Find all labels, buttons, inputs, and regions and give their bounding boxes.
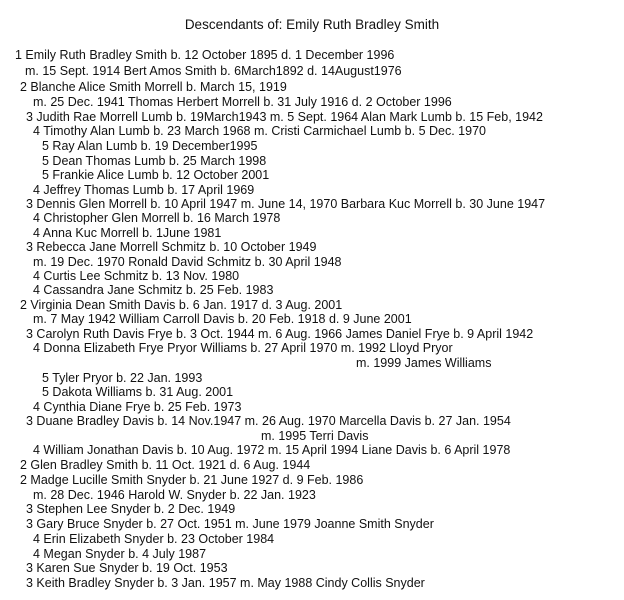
marriage-line: m. 15 Sept. 1914 Bert Amos Smith b. 6March1892 d. 14August1976 bbox=[25, 64, 402, 78]
descendant-line: 3 Carolyn Ruth Davis Frye b. 3 Oct. 1944 m. 6 Aug. 1966 James Daniel Frye b. 9 April 1942 bbox=[26, 327, 534, 341]
descendant-line: 4 Anna Kuc Morrell b. 1June 1981 bbox=[33, 226, 222, 240]
descendant-line: 5 Tyler Pryor b. 22 Jan. 1993 bbox=[42, 371, 203, 385]
descendant-line: 4 Cassandra Jane Schmitz b. 25 Feb. 1983 bbox=[33, 283, 274, 297]
descendant-line: 5 Dakota Williams b. 31 Aug. 2001 bbox=[42, 385, 234, 399]
descendant-line: 4 Christopher Glen Morrell b. 16 March 1978 bbox=[33, 211, 281, 225]
marriage-line: m. 7 May 1942 William Carroll Davis b. 20 Feb. 1918 d. 9 June 2001 bbox=[33, 312, 412, 326]
descendant-line: 3 Dennis Glen Morrell b. 10 April 1947 m. June 14, 1970 Barbara Kuc Morrell b. 30 June 1947 bbox=[26, 197, 546, 211]
descendant-line: 4 Erin Elizabeth Snyder b. 23 October 1984 bbox=[33, 532, 275, 546]
descendant-line: 3 Duane Bradley Davis b. 14 Nov.1947 m. 26 Aug. 1970 Marcella Davis b. 27 Jan. 1954 bbox=[26, 414, 511, 428]
marriage-line: m. 1995 Terri Davis bbox=[261, 429, 369, 443]
descendant-line: 4 Donna Elizabeth Frye Pryor Williams b. 27 April 1970 m. 1992 Lloyd Pryor bbox=[33, 341, 453, 355]
marriage-line: m. 25 Dec. 1941 Thomas Herbert Morrell b. 31 July 1916 d. 2 October 1996 bbox=[33, 95, 452, 109]
descendant-line: 2 Virginia Dean Smith Davis b. 6 Jan. 1917 d. 3 Aug. 2001 bbox=[20, 298, 343, 312]
descendant-line: 3 Karen Sue Snyder b. 19 Oct. 1953 bbox=[26, 561, 228, 575]
descendant-line: 3 Stephen Lee Snyder b. 2 Dec. 1949 bbox=[26, 502, 236, 516]
marriage-line: m. 19 Dec. 1970 Ronald David Schmitz b. 30 April 1948 bbox=[33, 255, 342, 269]
descendant-line: 4 Curtis Lee Schmitz b. 13 Nov. 1980 bbox=[33, 269, 240, 283]
document-title: Descendants of: Emily Ruth Bradley Smith bbox=[184, 17, 440, 32]
marriage-line: m. 1999 James Williams bbox=[356, 356, 492, 370]
descendant-line: 4 Jeffrey Thomas Lumb b. 17 April 1969 bbox=[33, 183, 255, 197]
descendant-line: 4 Timothy Alan Lumb b. 23 March 1968 m. Cristi Carmichael Lumb b. 5 Dec. 1970 bbox=[33, 124, 486, 138]
descendant-line: 4 William Jonathan Davis b. 10 Aug. 1972 m. 15 April 1994 Liane Davis b. 6 April 1978 bbox=[33, 443, 511, 457]
descendant-line: 2 Blanche Alice Smith Morrell b. March 15, 1919 bbox=[20, 80, 287, 94]
descendant-line: 3 Judith Rae Morrell Lumb b. 19March1943 m. 5 Sept. 1964 Alan Mark Lumb b. 15 Feb, 1942 bbox=[26, 110, 543, 124]
descendant-line: 3 Gary Bruce Snyder b. 27 Oct. 1951 m. June 1979 Joanne Smith Snyder bbox=[26, 517, 434, 531]
descendant-line: 2 Glen Bradley Smith b. 11 Oct. 1921 d. 6 Aug. 1944 bbox=[20, 458, 311, 472]
descendant-line: 3 Keith Bradley Snyder b. 3 Jan. 1957 m. May 1988 Cindy Collis Snyder bbox=[26, 576, 425, 590]
descendant-line: 1 Emily Ruth Bradley Smith b. 12 October 1895 d. 1 December 1996 bbox=[15, 48, 395, 62]
descendant-line: 3 Rebecca Jane Morrell Schmitz b. 10 October 1949 bbox=[26, 240, 317, 254]
descendant-line: 5 Ray Alan Lumb b. 19 December1995 bbox=[42, 139, 258, 153]
descendant-line: 4 Cynthia Diane Frye b. 25 Feb. 1973 bbox=[33, 400, 242, 414]
marriage-line: m. 28 Dec. 1946 Harold W. Snyder b. 22 Jan. 1923 bbox=[33, 488, 316, 502]
descendant-line: 4 Megan Snyder b. 4 July 1987 bbox=[33, 547, 207, 561]
descendant-line: 5 Dean Thomas Lumb b. 25 March 1998 bbox=[42, 154, 267, 168]
descendant-line: 2 Madge Lucille Smith Snyder b. 21 June 1927 d. 9 Feb. 1986 bbox=[20, 473, 364, 487]
descendant-line: 5 Frankie Alice Lumb b. 12 October 2001 bbox=[42, 168, 270, 182]
